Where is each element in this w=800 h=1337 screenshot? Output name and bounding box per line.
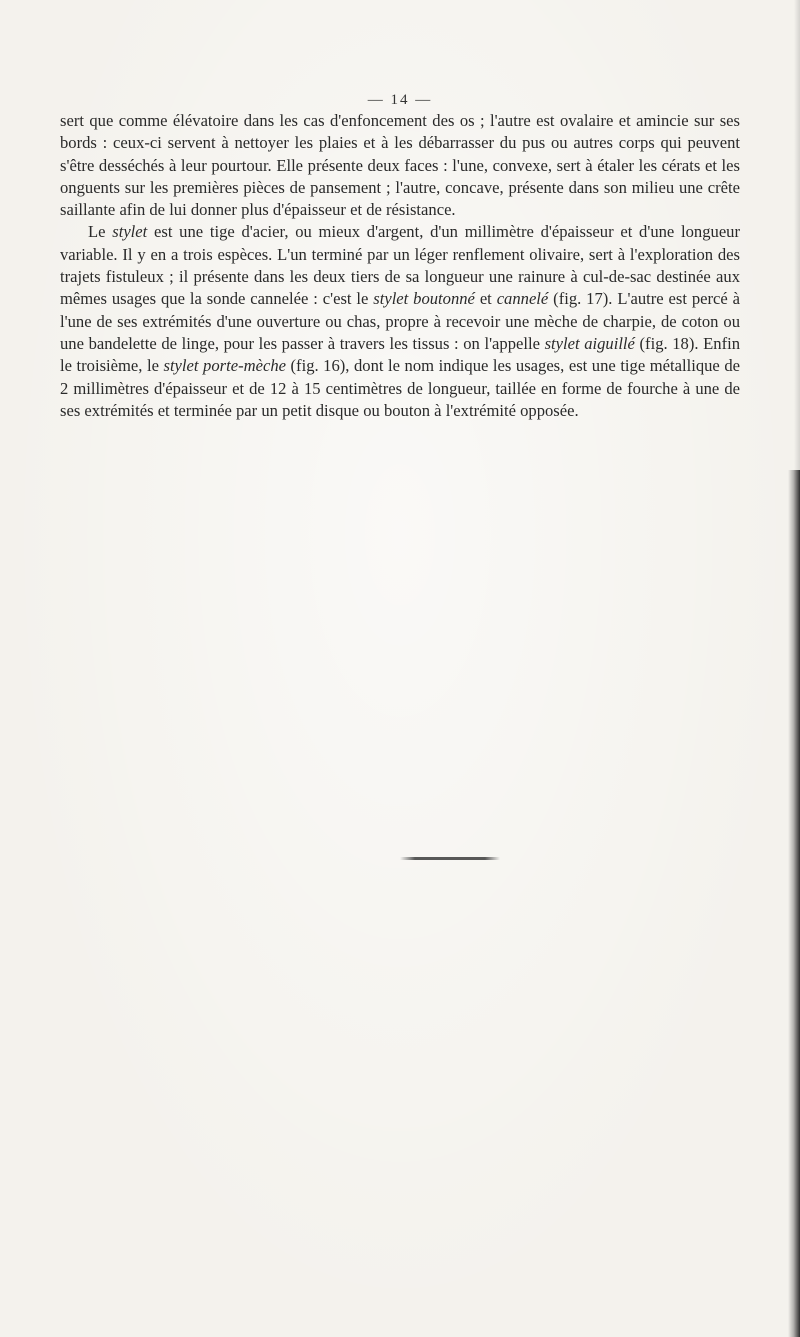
text-segment: sert que comme élévatoire dans les cas d'enfoncement des os ; l'autre est ovalaire et amincie sur ses bords : ceux-ci servent à nettoyer les plaies et à les débarrasser du pus ou autres corps qui peuvent s'être desséchés à leur pourtour. Elle présente deux faces : l'une, convexe, sert à étaler les cérats et les onguents sur les premières pièces de pansement ; l'autre, concave, présente dans son milieu une crête saillante afin de lui donner plus d'épaisseur et de résistance.	[60, 111, 740, 220]
text-segment: (fig. 18). Enfin le troisième, le	[60, 333, 741, 376]
text-segment: (fig. 16), dont le nom indique les usages, est une tige métallique de 2 millimètres d'épaisseur et de 12 à 15 centimètres de longueur, taillée en forme de fourche à une de ses extrémités et terminée par un petit disque ou bouton à l'extrémité opposée.	[60, 356, 740, 420]
term-cannele: cannelé	[496, 289, 549, 309]
page-edge-shadow	[788, 470, 800, 1337]
term-stylet-boutonne: stylet boutonné	[373, 289, 475, 309]
page-number: — 14 —	[367, 92, 433, 108]
paragraph-2	[60, 221, 740, 422]
term-stylet: stylet	[112, 222, 148, 242]
paragraph-1	[60, 110, 740, 221]
page-edge-shadow-top	[794, 0, 800, 470]
text-segment: (fig. 17). L'autre est percé à l'une de ses extrémités d'une ouverture ou chas, propre à recevoir une mèche de charpie, de coton ou une bandelette de linge, pour les passer à travers les tissus : on l'appelle	[60, 289, 740, 353]
term-stylet-porte-meche: stylet porte-mèche	[163, 356, 286, 376]
term-stylet-aiguille: stylet aiguillé	[544, 333, 635, 353]
body-text	[60, 110, 740, 422]
ink-smudge-rule	[400, 857, 500, 860]
text-segment: est une tige d'acier, ou mieux d'argent, d'un millimètre d'épaisseur et d'une longueur variable. Il y en a trois espèces. L'un terminé par un léger renflement olivaire, sert à l'exploration des trajets fistuleux ; il présente dans les deux tiers de sa longueur une rainure à cul-de-sac destinée aux mêmes usages que la sonde cannelée : c'est le	[60, 222, 741, 309]
text-segment: Le	[88, 222, 113, 242]
text-segment: et	[474, 289, 497, 309]
